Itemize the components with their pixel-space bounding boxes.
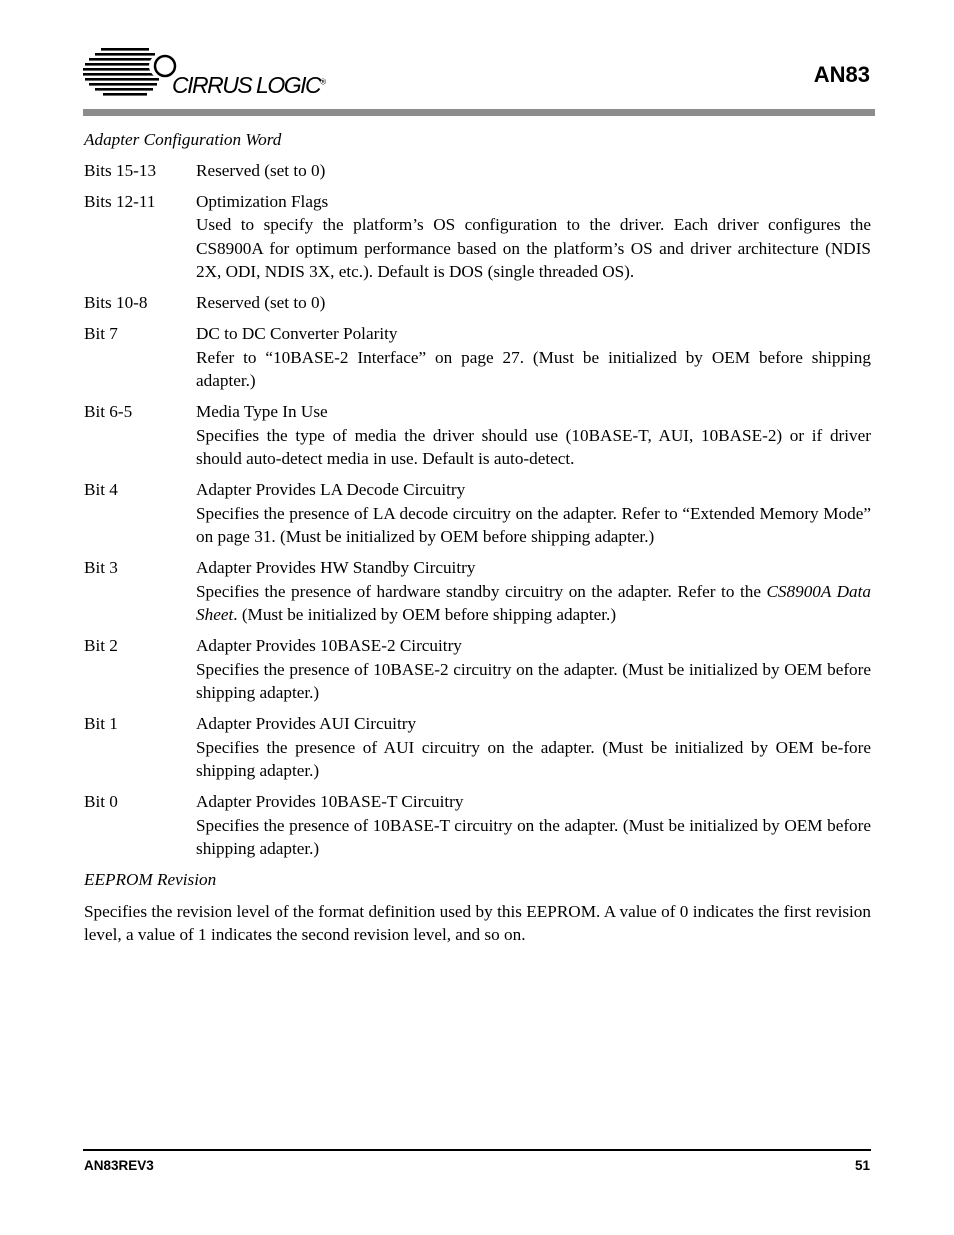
bit-row [84,291,871,315]
bit-row [84,400,871,471]
bit-description: Specifies the presence of 10BASE-T circuitry on the adapter. (Must be initialized by OEM before shipping adapter.) [196,815,871,858]
bit-label: Bit 7 [84,324,118,343]
footer-doc-revision: AN83REV3 [84,1158,154,1173]
bit-title: Media Type In Use [196,402,328,421]
bit-row [84,478,871,549]
section-title-adapter-config: Adapter Configuration Word [84,130,282,149]
bit-title: Adapter Provides 10BASE-T Circuitry [196,792,464,811]
bit-title: DC to DC Converter Polarity [196,324,398,343]
footer-page-number: 51 [854,1158,870,1173]
bit-label: Bit 2 [84,636,118,655]
bit-label: Bit 1 [84,714,118,733]
bit-label: Bit 6-5 [84,402,133,421]
bit-description: Refer to “10BASE-2 Interface” on page 27. (Must be initialized by OEM before shipping adapter.) [196,347,871,390]
bit-title: Adapter Provides LA Decode Circuitry [196,480,466,499]
header-rule [83,109,875,116]
bit-label: Bits 15-13 [84,160,157,180]
bit-description: Specifies the presence of AUI circuitry on the adapter. (Must be initialized by OEM be-fore shipping adapter.) [196,737,871,780]
bit-title: Optimization Flags [196,191,329,211]
bit-row [84,322,871,393]
bit-title: Adapter Provides 10BASE-2 Circuitry [196,636,462,655]
bit-row [84,159,871,183]
bit-row [84,556,871,627]
bit-label: Bits 10-8 [84,293,148,312]
bit-description: Specifies the presence of 10BASE-2 circuitry on the adapter. (Must be initialized by OEM before shipping adapter.) [196,659,871,702]
bit-description: Specifies the presence of LA decode circuitry on the adapter. Refer to “Extended Memory Mode” on page 31. (Must be initialized by OEM before shipping adapter.) [196,503,871,546]
eeprom-revision-paragraph: Specifies the revision level of the format definition used by this EEPROM. A value of 0 indicates the first revision level, a value of 1 indicates the second revision level, and so on. [84,901,871,944]
page-content [84,128,871,947]
bit-row [84,790,871,861]
bit-label: Bits 12-11 [84,191,156,211]
bit-description [196,580,871,627]
bit-row [84,712,871,783]
bit-row [84,190,871,284]
footer-rule [83,1149,871,1151]
bit-row [84,634,871,705]
datasheet-reference: CS8900A Data Sheet [196,581,871,624]
bit-title: Adapter Provides AUI Circuitry [196,714,417,733]
bit-label: Bit 3 [84,558,118,577]
bit-label: Bit 4 [84,480,118,499]
logo-text: CIRRUS LOGIC [172,72,321,98]
bit-description: Specifies the type of media the driver should use (10BASE-T, AUI, 10BASE-2) or if driver should auto-detect media in use. Default is auto-detect. [196,425,871,468]
logo-swoosh-icon [83,44,178,100]
registered-mark: ® [320,77,327,87]
cirrus-logic-logo [83,44,333,104]
bit-label: Bit 0 [84,792,118,811]
bit-description: Used to specify the platform’s OS configuration to the driver. Each driver configures the CS8900A for optimum performance based on the platform’s OS and driver architecture (NDIS 2X, ODI, NDIS 3X, etc.). Default is DOS (single threaded OS). [196,215,871,281]
document-code: AN83 [813,62,870,87]
bit-title: Reserved (set to 0) [196,160,326,180]
desc-text: . (Must be initialized by OEM before shipping adapter.) [233,605,617,624]
section-title-eeprom-revision: EEPROM Revision [84,870,217,889]
bit-title: Reserved (set to 0) [196,293,326,312]
bit-title: Adapter Provides HW Standby Circuitry [196,558,476,577]
desc-text: Specifies the presence of hardware standby circuitry on the adapter. Refer to the [196,581,767,601]
